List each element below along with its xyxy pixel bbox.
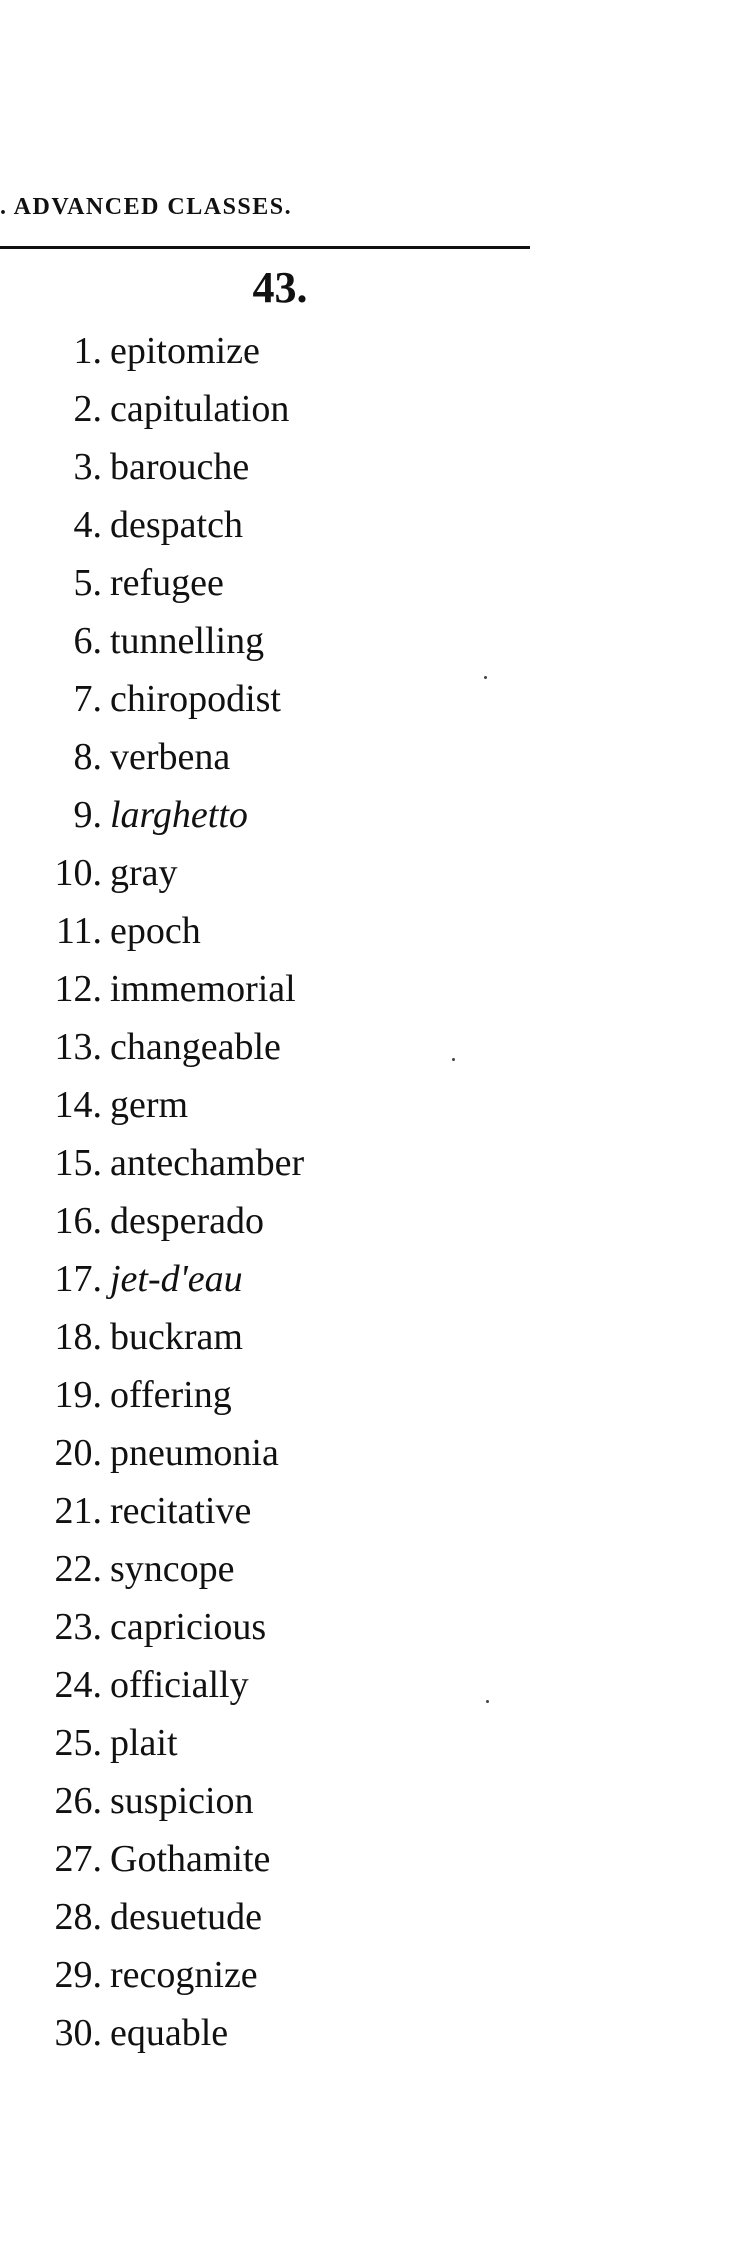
- item-word: suspicion: [110, 1780, 254, 1822]
- list-item: [0, 1714, 304, 1772]
- item-number: 15.: [54, 1142, 102, 1184]
- item-number: 9.: [73, 794, 102, 836]
- list-item: [0, 902, 304, 960]
- print-speck: [452, 1058, 455, 1061]
- list-item: [0, 786, 304, 844]
- list-item: [0, 1482, 304, 1540]
- print-speck: [484, 676, 487, 679]
- list-item: [0, 1250, 304, 1308]
- item-number: 5.: [73, 562, 102, 604]
- list-item: [0, 554, 304, 612]
- item-word: epitomize: [110, 330, 260, 372]
- item-word: verbena: [110, 736, 231, 778]
- word-list: [0, 322, 304, 2062]
- list-item: [0, 1366, 304, 1424]
- item-number: 14.: [54, 1084, 102, 1126]
- list-item: [0, 1540, 304, 1598]
- item-number: 27.: [54, 1838, 102, 1880]
- item-word: despatch: [110, 504, 243, 546]
- item-number: 12.: [54, 968, 102, 1010]
- list-item: [0, 1656, 304, 1714]
- header-rule: [0, 246, 530, 249]
- list-item: [0, 1946, 304, 2004]
- item-word: larghetto: [110, 794, 248, 836]
- item-word: Gothamite: [110, 1838, 271, 1880]
- item-number: 1.: [73, 330, 102, 372]
- item-number: 16.: [54, 1200, 102, 1242]
- item-word: pneumonia: [110, 1432, 279, 1474]
- list-item: [0, 1134, 304, 1192]
- running-head: . ADVANCED CLASSES.: [0, 194, 293, 220]
- item-word: tunnelling: [110, 620, 265, 662]
- list-item: [0, 1424, 304, 1482]
- list-item: [0, 2004, 304, 2062]
- item-number: 24.: [54, 1664, 102, 1706]
- list-item: [0, 496, 304, 554]
- item-number: 3.: [73, 446, 102, 488]
- item-number: 8.: [73, 736, 102, 778]
- item-word: barouche: [110, 446, 250, 488]
- item-number: 6.: [73, 620, 102, 662]
- item-word: recitative: [110, 1490, 252, 1532]
- item-number: 25.: [54, 1722, 102, 1764]
- item-number: 26.: [54, 1780, 102, 1822]
- item-number: 28.: [54, 1896, 102, 1938]
- item-word: syncope: [110, 1548, 235, 1590]
- item-number: 21.: [54, 1490, 102, 1532]
- item-word: chiropodist: [110, 678, 281, 720]
- list-item: [0, 1308, 304, 1366]
- item-number: 19.: [54, 1374, 102, 1416]
- print-speck: [486, 1700, 489, 1703]
- list-item: [0, 1830, 304, 1888]
- item-word: germ: [110, 1084, 189, 1126]
- item-word: changeable: [110, 1026, 281, 1068]
- item-word: jet-d'eau: [110, 1258, 243, 1300]
- item-number: 29.: [54, 1954, 102, 1996]
- list-item: [0, 728, 304, 786]
- item-word: equable: [110, 2012, 229, 2054]
- item-word: refugee: [110, 562, 224, 604]
- list-item: [0, 438, 304, 496]
- item-word: desperado: [110, 1200, 265, 1242]
- item-word: capitulation: [110, 388, 290, 430]
- list-item: [0, 612, 304, 670]
- list-item: [0, 1598, 304, 1656]
- list-item: [0, 1018, 304, 1076]
- item-number: 22.: [54, 1548, 102, 1590]
- item-number: 30.: [54, 2012, 102, 2054]
- item-number: 23.: [54, 1606, 102, 1648]
- item-number: 2.: [73, 388, 102, 430]
- list-item: [0, 1076, 304, 1134]
- list-item: [0, 960, 304, 1018]
- list-item: [0, 1192, 304, 1250]
- list-item: [0, 380, 304, 438]
- list-item: [0, 844, 304, 902]
- item-number: 4.: [73, 504, 102, 546]
- item-word: gray: [110, 852, 178, 894]
- list-item: [0, 1888, 304, 1946]
- item-word: capricious: [110, 1606, 267, 1648]
- item-word: epoch: [110, 910, 201, 952]
- item-word: immemorial: [110, 968, 296, 1010]
- item-number: 13.: [54, 1026, 102, 1068]
- item-word: offering: [110, 1374, 232, 1416]
- item-number: 11.: [55, 910, 102, 952]
- item-word: antechamber: [110, 1142, 305, 1184]
- item-number: 17.: [54, 1258, 102, 1300]
- list-item: [0, 670, 304, 728]
- item-word: desuetude: [110, 1896, 262, 1938]
- item-word: recognize: [110, 1954, 258, 1996]
- item-word: officially: [110, 1664, 249, 1706]
- list-item: [0, 1772, 304, 1830]
- lesson-number: 43.: [252, 263, 308, 312]
- item-word: buckram: [110, 1316, 243, 1358]
- item-number: 7.: [73, 678, 102, 720]
- item-number: 10.: [54, 852, 102, 894]
- item-number: 20.: [54, 1432, 102, 1474]
- item-number: 18.: [54, 1316, 102, 1358]
- list-item: [0, 322, 304, 380]
- item-word: plait: [110, 1722, 178, 1764]
